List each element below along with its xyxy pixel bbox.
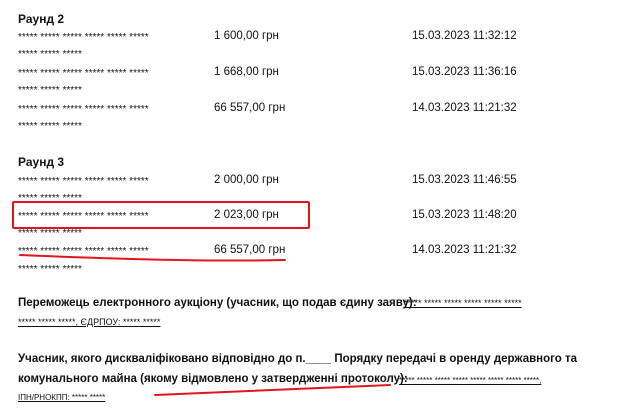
- round-3-bid-1-name: ***** ***** ***** ***** ***** *****: [18, 176, 149, 187]
- round-2-bid-3-datetime: 14.03.2023 11:21:32: [412, 102, 517, 114]
- round-2-bid-1-name-cont: ***** ***** *****: [18, 49, 82, 60]
- round-2-bid-2-name-cont: ***** ***** *****: [18, 85, 82, 96]
- disqualified-line-2-label: комунального майна (якому відмовлено у затвердженні протоколу):: [18, 373, 408, 385]
- round-3-bid-3-name: ***** ***** ***** ***** ***** *****: [18, 246, 149, 257]
- round-2-title: Раунд 2: [18, 12, 65, 26]
- red-underline-round3: [20, 255, 285, 261]
- winner-value-2: ***** ***** *****, ЄДРПОУ: ***** *****: [18, 317, 161, 327]
- disqualified-line-2-value: ***** ***** ***** ***** ***** ***** ***** *****,: [399, 376, 542, 385]
- round-3-bid-3-amount: 66 557,00 грн: [214, 244, 286, 256]
- round-2-bid-2-name: ***** ***** ***** ***** ***** *****: [18, 68, 149, 79]
- round-2-bid-1-name: ***** ***** ***** ***** ***** *****: [18, 32, 149, 43]
- round-3-bid-2-datetime: 15.03.2023 11:48:20: [412, 209, 517, 221]
- round-2-bid-2-datetime: 15.03.2023 11:36:16: [412, 66, 517, 78]
- round-2-bid-3-name-cont: ***** ***** *****: [18, 121, 82, 132]
- round-3-bid-1-datetime: 15.03.2023 11:46:55: [412, 174, 517, 186]
- round-3-title: Раунд 3: [18, 155, 65, 169]
- round-3-bid-1-amount: 2 000,00 грн: [214, 174, 279, 186]
- round-2-bid-2-amount: 1 668,00 грн: [214, 66, 279, 78]
- disqualified-tax-id: ІПН/РНОКПП: ***** *****: [18, 393, 106, 402]
- round-3-bid-2-name: ***** ***** ***** ***** ***** *****: [18, 211, 149, 222]
- round-3-bid-2-name-cont: ***** ***** *****: [18, 228, 82, 239]
- round-3-bid-2-amount: 2 023,00 грн: [214, 209, 279, 221]
- round-2-bid-1-datetime: 15.03.2023 11:32:12: [412, 30, 517, 42]
- round-2-bid-3-name: ***** ***** ***** ***** ***** *****: [18, 104, 149, 115]
- winner-label: Переможець електронного аукціону (учасник, що подав єдину заяву):: [18, 297, 417, 309]
- round-3-bid-1-name-cont: ***** ***** *****: [18, 193, 82, 204]
- round-3-bid-3-datetime: 14.03.2023 11:21:32: [412, 244, 517, 256]
- red-underline-disqualified: [155, 385, 390, 395]
- round-3-bid-3-name-cont: ***** ***** *****: [18, 264, 82, 275]
- round-2-bid-1-amount: 1 600,00 грн: [214, 30, 279, 42]
- winner-value-1: ***** ***** ***** ***** ***** *****: [404, 298, 522, 308]
- round-2-bid-3-amount: 66 557,00 грн: [214, 102, 286, 114]
- disqualified-line-1: Учасник, якого дискваліфіковано відповідно до п.____ Порядку передачі в оренду державного та: [18, 353, 578, 365]
